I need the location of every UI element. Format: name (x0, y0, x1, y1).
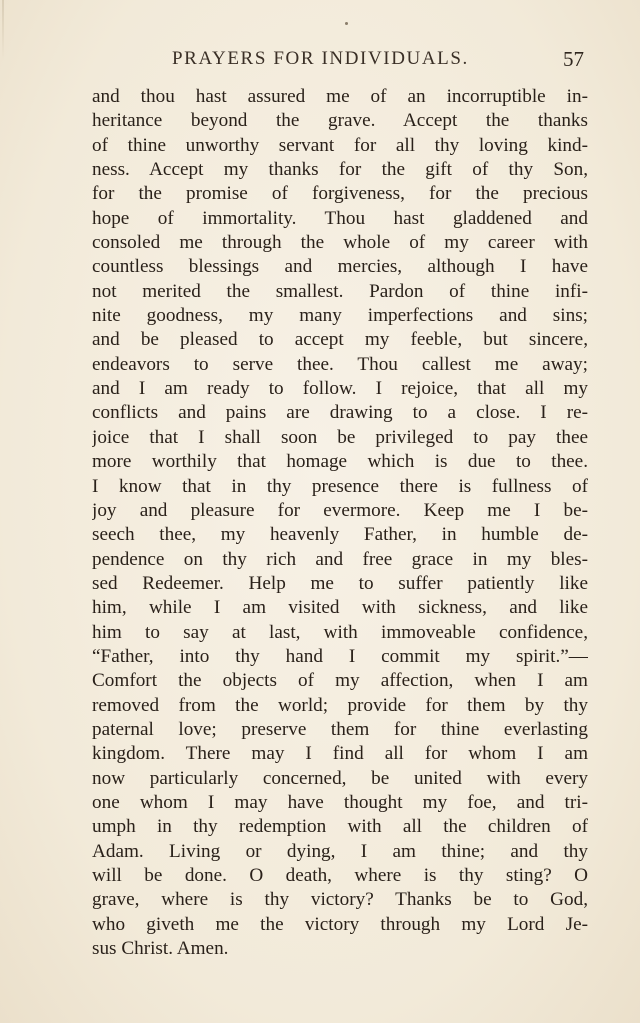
text-line: him to say at last, with immoveable confidence, (92, 621, 588, 643)
text-line: ness. Accept my thanks for the gift of thy Son, (92, 159, 588, 181)
text-line: removed from the world; provide for them by thy (92, 694, 588, 716)
text-line: seech thee, my heavenly Father, in humble de- (92, 524, 588, 546)
text-line: paternal love; preserve them for thine everlasting (92, 718, 588, 740)
text-line: hope of immortality. Thou hast gladdened and (92, 207, 588, 229)
text-line: conflicts and pains are drawing to a close. I re- (92, 402, 588, 424)
ink-speck (345, 22, 348, 25)
text-line: consoled me through the whole of my career with (92, 232, 588, 254)
text-line: will be done. O death, where is thy sting? O (92, 865, 588, 886)
text-line: kingdom. There may I find all for whom I am (92, 743, 588, 765)
text-line: of thine unworthy servant for all thy loving kind- (92, 134, 588, 156)
text-line: endeavors to serve thee. Thou callest me away; (92, 353, 588, 375)
text-line: more worthily that homage which is due to thee. (92, 451, 588, 473)
text-line: Comfort the objects of my affection, when I am (92, 670, 588, 692)
text-line: him, while I am visited with sickness, and like (92, 597, 588, 619)
text-line: umph in thy redemption with all the children of (92, 816, 588, 838)
prayer-text (92, 85, 588, 961)
text-line: joice that I shall soon be privileged to pay thee (92, 426, 588, 448)
text-line: Adam. Living or dying, I am thine; and thy (92, 840, 588, 862)
text-line: one whom I may have thought my foe, and tri- (92, 791, 588, 813)
text-line: nite goodness, my many imperfections and sins; (92, 305, 588, 327)
text-line: pendence on thy rich and free grace in my bles- (92, 548, 588, 570)
text-line: not merited the smallest. Pardon of thine infi- (92, 280, 588, 302)
text-line: who giveth me the victory through my Lord Je- (92, 913, 588, 935)
page-header (92, 48, 588, 74)
text-line: I know that in thy presence there is fullness of (92, 475, 588, 497)
page-number: 57 (563, 47, 584, 71)
page-gutter-mark (2, 0, 4, 60)
text-line: grave, where is thy victory? Thanks be to God, (92, 889, 588, 911)
text-line: now particularly concerned, be united with every (92, 767, 588, 789)
text-line: and thou hast assured me of an incorruptible in- (92, 86, 588, 107)
text-line: and I am ready to follow. I rejoice, that all my (92, 378, 588, 400)
text-line-final: sus Christ. Amen. (92, 938, 229, 960)
text-line: joy and pleasure for evermore. Keep me I be- (92, 499, 588, 521)
text-line: “Father, into thy hand I commit my spirit.”— (92, 645, 588, 667)
text-line: heritance beyond the grave. Accept the thanks (92, 110, 588, 132)
running-head: PRAYERS FOR INDIVIDUALS. (172, 48, 469, 69)
text-line: for the promise of forgiveness, for the precious (92, 183, 588, 205)
text-line: sed Redeemer. Help me to suffer patiently like (92, 572, 588, 594)
text-line: countless blessings and mercies, although I have (92, 256, 588, 278)
text-line: and be pleased to accept my feeble, but sincere, (92, 329, 588, 351)
